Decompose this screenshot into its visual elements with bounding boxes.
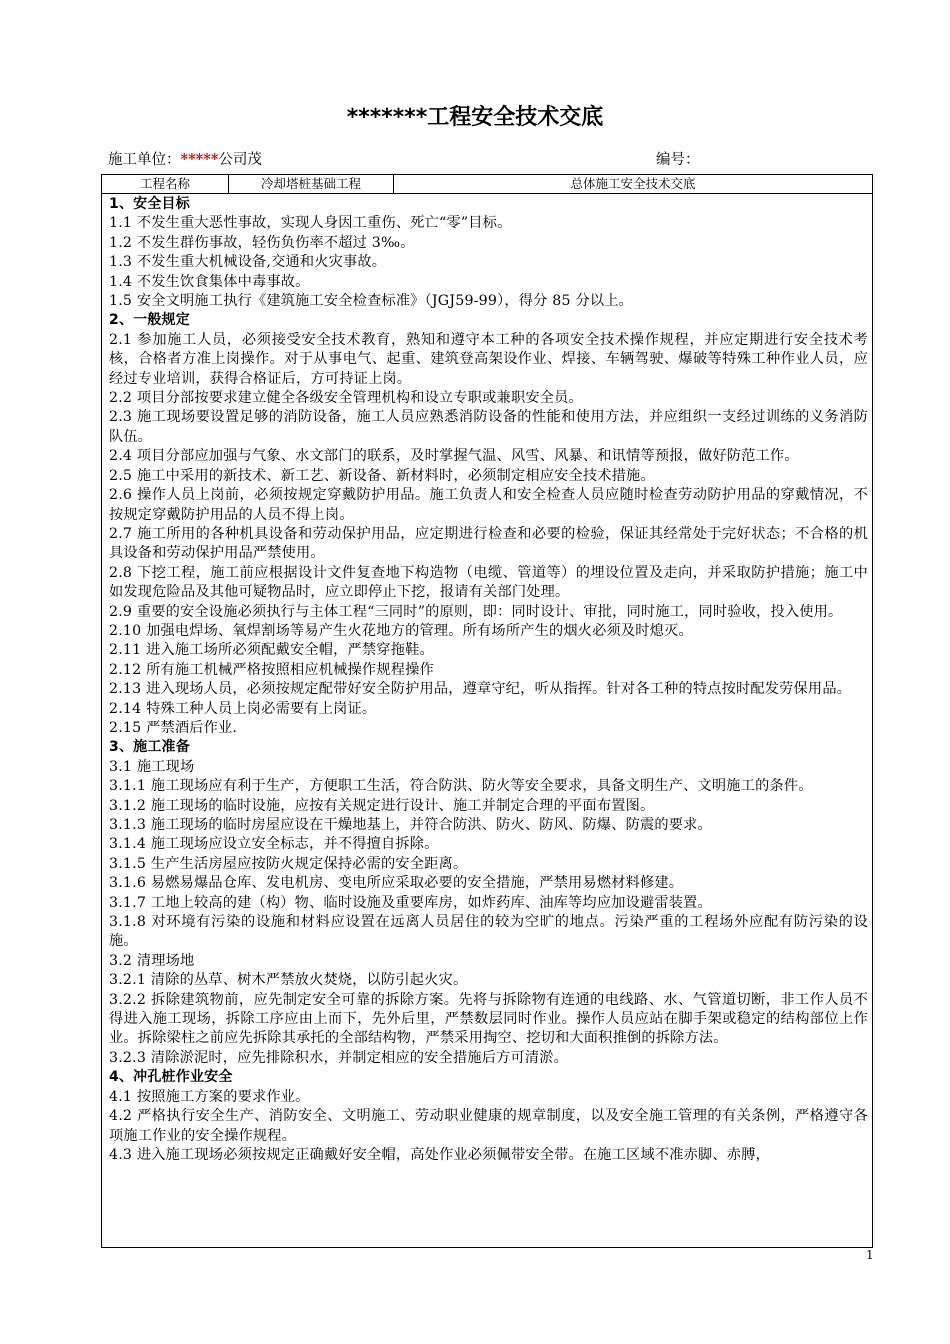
unit-name: 公司茂 [218, 152, 262, 168]
paragraph: 3.1.3 施工现场的临时房屋应设在干燥地基上，并符合防洪、防火、防风、防爆、防震的要求。 [109, 817, 712, 833]
paragraph: 2.9 重要的安全设施必须执行与主体工程“三同时”的原则，即：同时设计、审批，同时施工，同时验收，投入使用。 [109, 603, 843, 620]
header-project-name-value: 冷却塔桩基础工程 [229, 175, 394, 193]
paragraph: 1.3 不发生重大机械设备,交通和火灾事故。 [109, 254, 387, 271]
paragraph: 3.2.1 清除的丛草、树木严禁放火焚烧，以防引起火灾。 [109, 972, 468, 989]
paragraph: 2.5 施工中采用的新技术、新工艺、新设备、新材料时，必须制定相应安全技术措施。 [109, 467, 655, 484]
paragraph: 4.2 严格执行安全生产、消防安全、文明施工、劳动职业健康的规章制度，以及安全施工管理的有关条例，严格遵守各项施工作业的安全操作规程。 [109, 1108, 868, 1144]
section-heading: 2、一般规定 [109, 312, 190, 329]
paragraph: 3.2.3 清除淤泥时，应先排除积水，并制定相应的安全措施后方可清淤。 [109, 1049, 569, 1066]
paragraph: 2.3 施工现场要设置足够的消防设备，施工人员应熟悉消防设备的性能和使用方法，并应组织一支经过训练的义务消防队伍。 [109, 409, 868, 445]
paragraph: 2.4 项目分部应加强与气象、水文部门的联系，及时掌握气温、风雪、风暴、和讯情等预报，做好防范工作。 [109, 448, 799, 465]
paragraph: 2.15 严禁酒后作业. [109, 719, 238, 736]
table-header-row [102, 175, 872, 194]
paragraph: 3.1.4 施工现场应设立安全标志，并不得擅自拆除。 [109, 836, 439, 853]
header-disclosure-type: 总体施工安全技术交底 [570, 176, 696, 191]
paragraph: 4.3 进入施工现场必须按规定正确戴好安全帽，高处作业必须佩带安全带。在施工区域不准赤脚、赤膊， [109, 1146, 770, 1163]
paragraph: 2.6 操作人员上岗前，必须按规定穿戴防护用品。施工负责人和安全检查人员应随时检查劳动防护用品的穿戴情况，不按规定穿戴防护用品的人员不得上岗。 [109, 487, 868, 523]
disclosure-table [101, 174, 873, 1248]
unit-stars: ***** [180, 151, 219, 168]
paragraph: 3.1.8 对环境有污染的设施和材料应设置在远离人员居住的较为空旷的地点。污染严重的工程场外应配有防污染的设施。 [109, 914, 868, 950]
paragraph: 3.1.1 施工现场应有利于生产，方便职工生活，符合防洪、防火等安全要求，具备文明生产、文明施工的条件。 [109, 778, 813, 795]
paragraph: 3.2.2 拆除建筑物前，应先制定安全可靠的拆除方案。先将与拆除物有连通的电线路、水、气管道切断，非工作人员不得进入施工现场，拆除工序应由上而下，先外后里，严禁数层同时作业。操作人员应站在脚手架或稳定的结构部位上作业。拆除梁柱之前应先拆除其承托的全部结构物，严禁采用掏空、挖切和大面积推倒的拆除方法。 [109, 991, 868, 1047]
unit-label: 施工单位： [108, 152, 181, 168]
paragraph: 1.1 不发生重大恶性事故，实现人身因工重伤、死亡“零”目标。 [109, 215, 512, 232]
paragraph: 1.4 不发生饮食集体中毒事故。 [109, 273, 310, 290]
paragraph: 2.14 特殊工种人员上岗必需要有上岗证。 [109, 700, 377, 717]
paragraph: 1.2 不发生群伤事故，轻伤负伤率不超过 3‰。 [109, 234, 415, 251]
paragraph: 3.1.2 施工现场的临时设施，应按有关规定进行设计、施工并制定合理的平面布置图。 [109, 797, 655, 814]
header-project-name-label: 工程名称 [102, 175, 229, 193]
number-label: 编号： [656, 152, 700, 168]
paragraph: 2.12 所有施工机械严格按照相应机械操作规程操作 [109, 661, 434, 678]
paragraph: 2.1 参加施工人员，必须接受安全技术教育，熟知和遵守本工种的各项安全技术操作规程，并应定期进行安全技术考核，合格者方准上岗操作。对于从事电气、起重、建筑登高架设作业、焊接、车辆驾驶、爆破等特殊工种作业人员，应经过专业培训，获得合格证后，方可持证上岗。 [109, 331, 868, 387]
paragraph: 3.1.7 工地上较高的建（构）物、临时设施及重要库房，如炸药库、油库等均应加设避雷装置。 [109, 894, 712, 911]
paragraph: 2.2 项目分部按要求建立健全各级安全管理机构和设立专职或兼职安全员。 [109, 390, 583, 407]
section-heading: 4、冲孔桩作业安全 [109, 1069, 233, 1086]
paragraph: 2.7 施工所用的各种机具设备和劳动保护用品，应定期进行检查和必要的检验，保证其经常处于完好状态；不合格的机具设备和劳动保护用品严禁使用。 [109, 525, 868, 562]
paragraph: 2.8 下挖工程，施工前应根据设计文件复查地下构造物（电缆、管道等）的埋设位置及走向，并采取防护措施；施工中如发现危险品及其他可疑物品时，应立即停止下挖，报请有关部门处理。 [109, 564, 868, 601]
paragraph: 2.10 加强电焊场、氧焊割场等易产生火花地方的管理。所有场所产生的烟火必须及时熄灭。 [109, 622, 693, 639]
disclosure-content [102, 194, 872, 1247]
paragraph: 1.5 安全文明施工执行《建筑施工安全检查标准》（JGJ59-99），得分 85 分以上。 [109, 293, 633, 310]
paragraph: 3.2 清理场地 [109, 952, 195, 969]
paragraph: 3.1 施工现场 [109, 758, 195, 775]
paragraph: 2.13 进入现场人员，必须按规定配带好安全防护用品，遵章守纪，听从指挥。针对各工种的特点按时配发劳保用品。 [109, 681, 852, 698]
paragraph: 3.1.5 生产生活房屋应按防火规定保持必需的安全距离。 [109, 855, 468, 872]
paragraph: 4.1 按照施工方案的要求作业。 [109, 1088, 310, 1105]
page-number: 1 [866, 1248, 874, 1262]
construction-unit [108, 148, 262, 169]
page-title: *******工程安全技术交底 [346, 105, 604, 130]
section-heading: 1、安全目标 [109, 196, 190, 212]
section-heading: 3、施工准备 [109, 739, 190, 756]
paragraph: 2.11 进入施工场所必须配戴安全帽，严禁穿拖鞋。 [109, 642, 434, 659]
paragraph: 3.1.6 易燃易爆品仓库、发电机房、变电所应采取必要的安全措施，严禁用易燃材料修建。 [109, 875, 684, 892]
